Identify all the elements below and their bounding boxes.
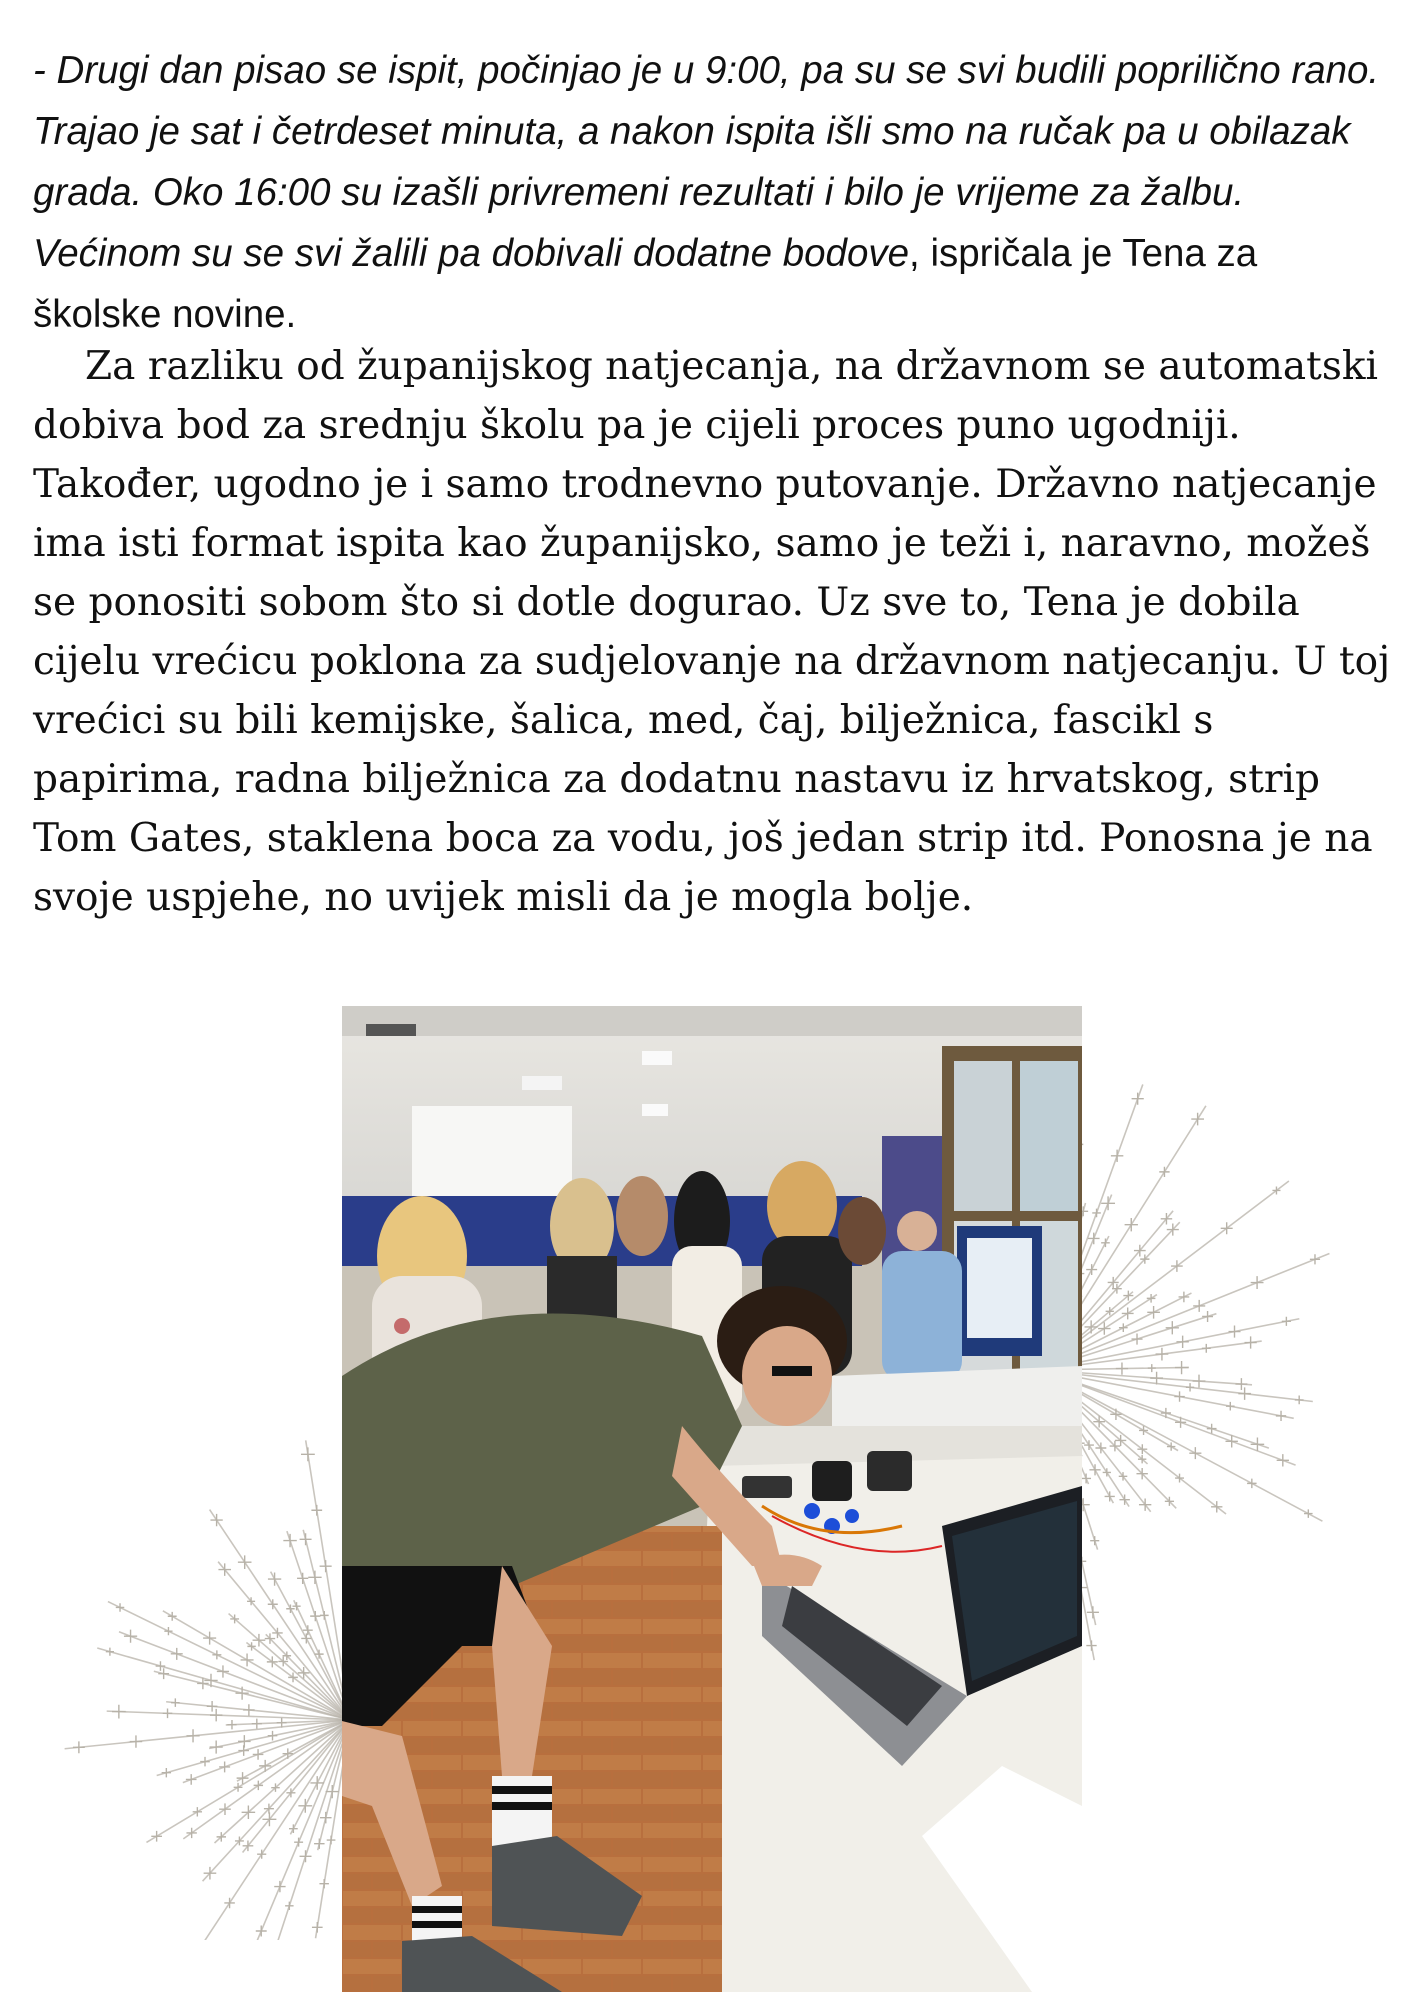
main-paragraph-text: Za razliku od županijskog natjecanja, na državnom se automatski dobiva bod za srednju školu pa je cijeli proces puno ugodniji. Također, ugodno je i samo trodnevno putovanje. Državno natjecanje ima isti format ispita kao županijsko, samo je teži i, naravno, možeš se ponositi sobom što si dotle dogurao. Uz sve to, Tena je dobila cijelu vrećicu poklona za sudjelovanje na državnom natjecanju. U toj vrećici su bili kemijske, šalica, med, čaj, bilježnica, fascikl s papirima, radna bilježnica za dodatnu nastavu iz hrvatskog, strip Tom Gates, staklena boca za vodu, još jedan strip itd. Ponosna je na svoje uspjehe, no uvijek misli da je mogla bolje. (33, 344, 1391, 920)
sparkle-star (227, 1720, 236, 1729)
sparkle-star (283, 1748, 293, 1758)
sparkle-star (1081, 1473, 1091, 1483)
sparkle-star (1193, 1300, 1205, 1312)
sparkle-star (297, 1573, 308, 1584)
sparkle-star (224, 1898, 235, 1909)
sparkle-star (1125, 1218, 1138, 1231)
sparkle-star (1310, 1254, 1320, 1264)
sparkle-star (200, 1757, 210, 1767)
sparkle-star (320, 1812, 332, 1824)
sparkle-star (238, 1735, 251, 1748)
sparkle-star (168, 1612, 177, 1621)
sparkle-star (289, 1824, 298, 1833)
sparkle-star (1166, 1321, 1179, 1334)
sparkle-star (1221, 1222, 1233, 1234)
sparkle-star (268, 1731, 278, 1741)
sparkle-star (1119, 1495, 1129, 1505)
sparkle-star (301, 1447, 315, 1461)
sparkle-star (1116, 1362, 1128, 1374)
sparkle-star (256, 1926, 267, 1937)
sparkle-star (252, 1719, 262, 1729)
sparkle-ray (189, 1720, 350, 1940)
sparkle-star (1103, 1468, 1111, 1476)
sparkle-star (253, 1749, 264, 1760)
sparkle-star (112, 1705, 126, 1719)
sparkle-ray (157, 1720, 350, 1776)
sparkle-star (193, 1807, 202, 1816)
sparkle-star (151, 1831, 162, 1842)
sparkle-star (1086, 1640, 1096, 1650)
sparkle-star (163, 1709, 173, 1719)
sparkle-star (210, 1514, 222, 1526)
sparkle-star (130, 1735, 142, 1747)
sparkle-star (1111, 1150, 1123, 1162)
sparkle-star (238, 1555, 252, 1569)
sparkle-star (1087, 1606, 1099, 1618)
sparkle-star (234, 1783, 243, 1792)
sparkle-star (1186, 1383, 1194, 1391)
sparkle-burst-icon (1040, 1070, 1414, 1670)
sparkle-star (162, 1768, 171, 1777)
sparkle-burst-icon (20, 1420, 350, 1940)
sparkle-star (300, 1850, 312, 1862)
sparkle-star (298, 1799, 312, 1813)
sparkle-star (310, 1611, 320, 1621)
sparkle-ray (266, 1634, 350, 1720)
sparkle-star (1101, 1196, 1115, 1210)
photo-competition-laptop (342, 1006, 1082, 1992)
sparkle-star (1228, 1326, 1240, 1338)
sparkle-star (283, 1534, 296, 1547)
sparkle-star (73, 1741, 85, 1753)
sparkle-burst-graphic (20, 1420, 350, 1940)
sparkle-star (319, 1879, 328, 1888)
sparkle-star (1251, 1276, 1264, 1289)
sparkle-star (1245, 1336, 1257, 1348)
sparkle-star (171, 1698, 180, 1707)
sparkle-star (124, 1630, 137, 1643)
quote-italic-text: - Drugi dan pisao se ispit, počinjao je u 9:00, pa su se svi budili poprilično rano. Trajao je sat i četrdeset minuta, a nakon ispita išli smo na ručak pa u obilazak grada. Oko 16:00 su izašli privremeni rezultati i bilo je vrijeme za žalbu. Većinom su se svi žalili pa dobivali dodatne bodove (33, 49, 1380, 275)
sparkle-star (106, 1648, 114, 1656)
sparkle-star (186, 1729, 199, 1742)
sparkle-star (1156, 1348, 1169, 1361)
sparkle-star (1175, 1417, 1186, 1428)
sparkle-star (314, 1838, 324, 1848)
sparkle-star (1119, 1323, 1128, 1332)
sparkle-star (1277, 1454, 1289, 1466)
sparkle-star (186, 1774, 197, 1785)
sparkle-star (164, 1627, 172, 1635)
sparkle-ray (65, 1720, 350, 1749)
sparkle-star (1202, 1344, 1211, 1353)
sparkle-star (1179, 1292, 1190, 1303)
sparkle-star (210, 1741, 223, 1754)
sparkle-star (285, 1902, 293, 1910)
sparkle-star (1238, 1387, 1251, 1400)
sparkle-star (1147, 1306, 1160, 1319)
sparkle-star (1147, 1294, 1156, 1303)
sparkle-star (300, 1533, 312, 1545)
sparkle-star (1193, 1375, 1206, 1388)
sparkle-star (1235, 1378, 1247, 1390)
sparkle-star (1148, 1364, 1156, 1372)
sparkle-star (259, 1760, 271, 1772)
sparkle-star (1131, 1333, 1142, 1344)
sparkle-ray (146, 1720, 350, 1842)
sparkle-star (1101, 1238, 1110, 1247)
sparkle-star (1089, 1464, 1100, 1475)
sparkle-ray (269, 1720, 350, 1940)
sparkle-star (1084, 1440, 1094, 1450)
sparkle-star (327, 1836, 336, 1845)
sparkle-star (1175, 1361, 1188, 1374)
sparkle-ray (107, 1711, 350, 1720)
sparkle-ray (154, 1671, 350, 1720)
sparkle-star (257, 1850, 266, 1859)
sparkle-star (294, 1838, 303, 1847)
sparkle-star (1282, 1317, 1291, 1326)
sparkle-star (1226, 1402, 1235, 1411)
sparkle-star (1086, 1264, 1097, 1275)
sparkle-star (219, 1803, 231, 1815)
main-paragraph (33, 337, 1403, 927)
sparkle-star (1276, 1411, 1286, 1421)
sparkle-star (1295, 1396, 1304, 1405)
sparkle-star (1189, 1447, 1201, 1459)
sparkle-star (1174, 1391, 1184, 1401)
sparkle-star (1304, 1509, 1313, 1518)
sparkle-burst-graphic (1040, 1070, 1414, 1670)
sparkle-ray (1040, 1253, 1329, 1370)
sparkle-star (212, 1650, 221, 1659)
sparkle-star (1132, 1093, 1144, 1105)
sparkle-star (219, 1761, 230, 1772)
sparkle-star (308, 1571, 321, 1584)
sparkle-star (268, 1599, 278, 1609)
sparkle-star (241, 1653, 254, 1666)
sparkle-star (1110, 1409, 1121, 1420)
quote-attribution: , ispričala je Tena za školske novine. (33, 232, 1258, 336)
sparkle-star (274, 1881, 285, 1892)
sparkle-star (320, 1611, 329, 1620)
sparkle-star (217, 1665, 229, 1677)
sparkle-star (1167, 1442, 1175, 1450)
sparkle-star (116, 1603, 124, 1611)
sparkle-star (1122, 1308, 1134, 1320)
sparkle-star (1247, 1479, 1257, 1489)
sparkle-star (1092, 1209, 1101, 1218)
sparkle-star (171, 1648, 183, 1660)
sparkle-star (312, 1922, 323, 1933)
sparkle-star (311, 1505, 322, 1516)
sparkle-star (1191, 1113, 1204, 1126)
sparkle-star (1090, 1536, 1099, 1545)
sparkle-star (1159, 1167, 1169, 1177)
sparkle-star (186, 1828, 196, 1838)
sparkle-star (203, 1632, 216, 1645)
sparkle-star (1202, 1311, 1213, 1322)
sparkle-star (320, 1560, 332, 1572)
quote-paragraph (33, 40, 1393, 345)
sparkle-star (1105, 1491, 1115, 1501)
sparkle-star (1176, 1336, 1188, 1348)
sparkle-star (268, 1572, 281, 1585)
sparkle-star (243, 1704, 255, 1716)
competition-photo (342, 1006, 1082, 1992)
